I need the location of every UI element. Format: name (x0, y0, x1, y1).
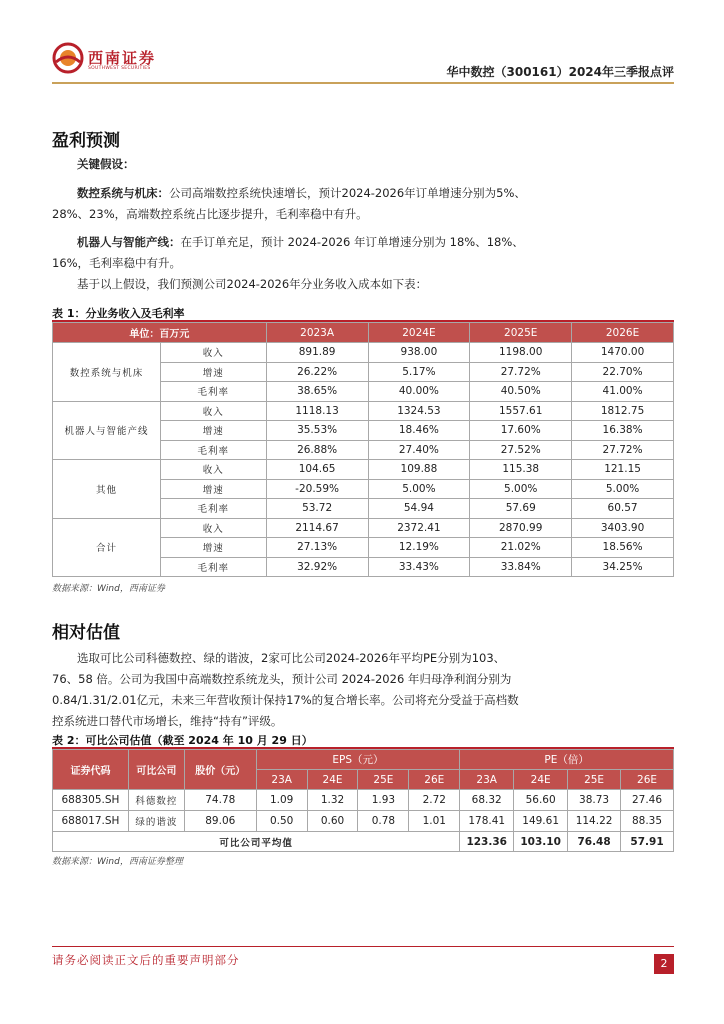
metric-cell: 毛利率 (160, 499, 266, 519)
value-cell: 33.84% (470, 557, 572, 577)
eps-cell: 1.32 (307, 790, 358, 811)
value-cell: 3403.90 (572, 518, 674, 538)
logo-text-cn: 西南证券 (88, 49, 157, 67)
table1-unit-header: 单位：百万元 (53, 323, 267, 343)
value-cell: 57.69 (470, 499, 572, 519)
pe-cell: 56.60 (514, 790, 568, 811)
assumption-cnc-bold: 数控系统与机床： (77, 186, 169, 200)
average-pe-cell: 57.91 (621, 832, 674, 852)
segment-name-cell: 数控系统与机床 (53, 343, 161, 402)
value-cell: 40.50% (470, 382, 572, 402)
value-cell: 16.38% (572, 421, 674, 441)
pe-cell: 68.32 (460, 790, 514, 811)
value-cell: 1470.00 (572, 343, 674, 363)
value-cell: 5.00% (470, 479, 572, 499)
value-cell: 2870.99 (470, 518, 572, 538)
value-cell: 60.57 (572, 499, 674, 519)
metric-cell: 收入 (160, 518, 266, 538)
table2-price-header: 股价（元） (184, 750, 256, 790)
table2-pe-year: 25E (568, 770, 621, 790)
security-code-cell: 688017.SH (53, 811, 129, 832)
value-cell: 5.00% (368, 479, 470, 499)
average-pe-cell: 103.10 (514, 832, 568, 852)
segment-name-cell: 合计 (53, 518, 161, 577)
assumption-cnc-paragraph: 数控系统与机床：公司高端数控系统快速增长，预计2024-2026年订单增速分别为5%、 28%、23%，高端数控系统占比逐步提升，毛利率稳中有升。 (52, 186, 526, 221)
pe-cell: 27.46 (621, 790, 674, 811)
table2-pe-year: 23A (460, 770, 514, 790)
page-number: 2 (654, 954, 674, 974)
report-title: 华中数控（300161）2024年三季报点评 (446, 65, 674, 79)
logo-text-en: SOUTHWEST SECURITIES (88, 66, 151, 71)
price-cell: 74.78 (184, 790, 256, 811)
pe-cell: 114.22 (568, 811, 621, 832)
valuation-paragraph: 选取可比公司科德数控、绿的谐波，2家可比公司2024-2026年平均PE分别为103、 76、58 倍。公司为我国中高端数控系统龙头，预计公司 2024-2026 年归母净利润分别为 0.84/1.31/2.01亿元，未来三年营收预计保持17%的复合增长率。公司将充分受益于高档数 控系统进口替代市场增长，维持“持有”评级。 (52, 651, 519, 728)
value-cell: 2114.67 (266, 518, 368, 538)
value-cell: 27.52% (470, 440, 572, 460)
value-cell: 27.72% (572, 440, 674, 460)
company-logo (52, 42, 202, 76)
footer-divider (52, 946, 674, 947)
table2-source: 数据来源：Wind，西南证券整理 (52, 857, 183, 867)
company-name-cell: 科德数控 (128, 790, 184, 811)
pe-cell: 38.73 (568, 790, 621, 811)
value-cell: 1812.75 (572, 401, 674, 421)
value-cell: 27.13% (266, 538, 368, 558)
value-cell: 1198.00 (470, 343, 572, 363)
value-cell: 27.40% (368, 440, 470, 460)
table-row (53, 460, 674, 480)
table2-caption: 表 2：可比公司估值（截至 2024 年 10 月 29 日） (52, 734, 313, 747)
value-cell: 1557.61 (470, 401, 572, 421)
disclaimer-notice: 请务必阅读正文后的重要声明部分 (52, 953, 240, 967)
table-row (53, 790, 674, 811)
average-pe-cell: 76.48 (568, 832, 621, 852)
section-title-profit-forecast: 盈利预测 (52, 131, 120, 151)
value-cell: 32.92% (266, 557, 368, 577)
header-divider (52, 82, 674, 84)
eps-cell: 1.01 (409, 811, 460, 832)
table-row (53, 811, 674, 832)
table1-year-header: 2023A (266, 323, 368, 343)
pe-cell: 88.35 (621, 811, 674, 832)
value-cell: 26.22% (266, 362, 368, 382)
average-label-cell: 可比公司平均值 (53, 832, 460, 852)
section-title-relative-valuation: 相对估值 (52, 623, 120, 643)
forecast-intro-paragraph: 基于以上假设，我们预测公司2024-2026年分业务收入成本如下表： (77, 277, 428, 291)
table2-eps-header: EPS（元） (256, 750, 460, 770)
metric-cell: 收入 (160, 343, 266, 363)
eps-cell: 1.93 (358, 790, 409, 811)
assumption-robot-bold: 机器人与智能产线： (77, 235, 181, 249)
key-assumptions-label: 关键假设： (77, 157, 135, 171)
company-name-cell: 绿的谐波 (128, 811, 184, 832)
eps-cell: 0.50 (256, 811, 307, 832)
table-row (53, 518, 674, 538)
metric-cell: 增速 (160, 538, 266, 558)
comparable-valuation-table (52, 749, 674, 852)
value-cell: 121.15 (572, 460, 674, 480)
value-cell: 115.38 (470, 460, 572, 480)
segment-name-cell: 其他 (53, 460, 161, 519)
table2-pe-year: 26E (621, 770, 674, 790)
table-row (53, 343, 674, 363)
assumption-robot-paragraph: 机器人与智能产线：在手订单充足，预计 2024-2026 年订单增速分别为 18%、18%、 16%，毛利率稳中有升。 (52, 235, 524, 270)
table2-eps-year: 23A (256, 770, 307, 790)
table2-pe-year: 24E (514, 770, 568, 790)
value-cell: 1324.53 (368, 401, 470, 421)
value-cell: 22.70% (572, 362, 674, 382)
value-cell: 18.56% (572, 538, 674, 558)
table1-source: 数据来源：Wind，西南证券 (52, 584, 165, 594)
eps-cell: 0.78 (358, 811, 409, 832)
value-cell: 38.65% (266, 382, 368, 402)
value-cell: 27.72% (470, 362, 572, 382)
metric-cell: 毛利率 (160, 440, 266, 460)
metric-cell: 增速 (160, 421, 266, 441)
value-cell: 891.89 (266, 343, 368, 363)
value-cell: 12.19% (368, 538, 470, 558)
business-revenue-table (52, 322, 674, 577)
metric-cell: 毛利率 (160, 557, 266, 577)
eps-cell: 1.09 (256, 790, 307, 811)
metric-cell: 收入 (160, 401, 266, 421)
value-cell: -20.59% (266, 479, 368, 499)
value-cell: 109.88 (368, 460, 470, 480)
value-cell: 5.17% (368, 362, 470, 382)
table1-caption: 表 1：分业务收入及毛利率 (52, 307, 185, 320)
metric-cell: 增速 (160, 479, 266, 499)
value-cell: 26.88% (266, 440, 368, 460)
logo-emblem-icon (52, 42, 84, 74)
table2-eps-year: 26E (409, 770, 460, 790)
value-cell: 938.00 (368, 343, 470, 363)
value-cell: 18.46% (368, 421, 470, 441)
eps-cell: 2.72 (409, 790, 460, 811)
table2-eps-year: 24E (307, 770, 358, 790)
metric-cell: 增速 (160, 362, 266, 382)
value-cell: 33.43% (368, 557, 470, 577)
value-cell: 1118.13 (266, 401, 368, 421)
value-cell: 21.02% (470, 538, 572, 558)
eps-cell: 0.60 (307, 811, 358, 832)
average-row (53, 832, 674, 852)
table2-eps-year: 25E (358, 770, 409, 790)
value-cell: 40.00% (368, 382, 470, 402)
table2-company-header: 可比公司 (128, 750, 184, 790)
value-cell: 54.94 (368, 499, 470, 519)
table1-year-header: 2026E (572, 323, 674, 343)
average-pe-cell: 123.36 (460, 832, 514, 852)
value-cell: 2372.41 (368, 518, 470, 538)
value-cell: 34.25% (572, 557, 674, 577)
security-code-cell: 688305.SH (53, 790, 129, 811)
pe-cell: 178.41 (460, 811, 514, 832)
pe-cell: 149.61 (514, 811, 568, 832)
metric-cell: 收入 (160, 460, 266, 480)
value-cell: 5.00% (572, 479, 674, 499)
price-cell: 89.06 (184, 811, 256, 832)
table1-year-header: 2024E (368, 323, 470, 343)
value-cell: 17.60% (470, 421, 572, 441)
table2-pe-header: PE（倍） (460, 750, 674, 770)
value-cell: 41.00% (572, 382, 674, 402)
value-cell: 53.72 (266, 499, 368, 519)
table1-year-header: 2025E (470, 323, 572, 343)
metric-cell: 毛利率 (160, 382, 266, 402)
table2-code-header: 证券代码 (53, 750, 129, 790)
value-cell: 104.65 (266, 460, 368, 480)
table-row (53, 401, 674, 421)
segment-name-cell: 机器人与智能产线 (53, 401, 161, 460)
page-header (52, 40, 674, 82)
value-cell: 35.53% (266, 421, 368, 441)
